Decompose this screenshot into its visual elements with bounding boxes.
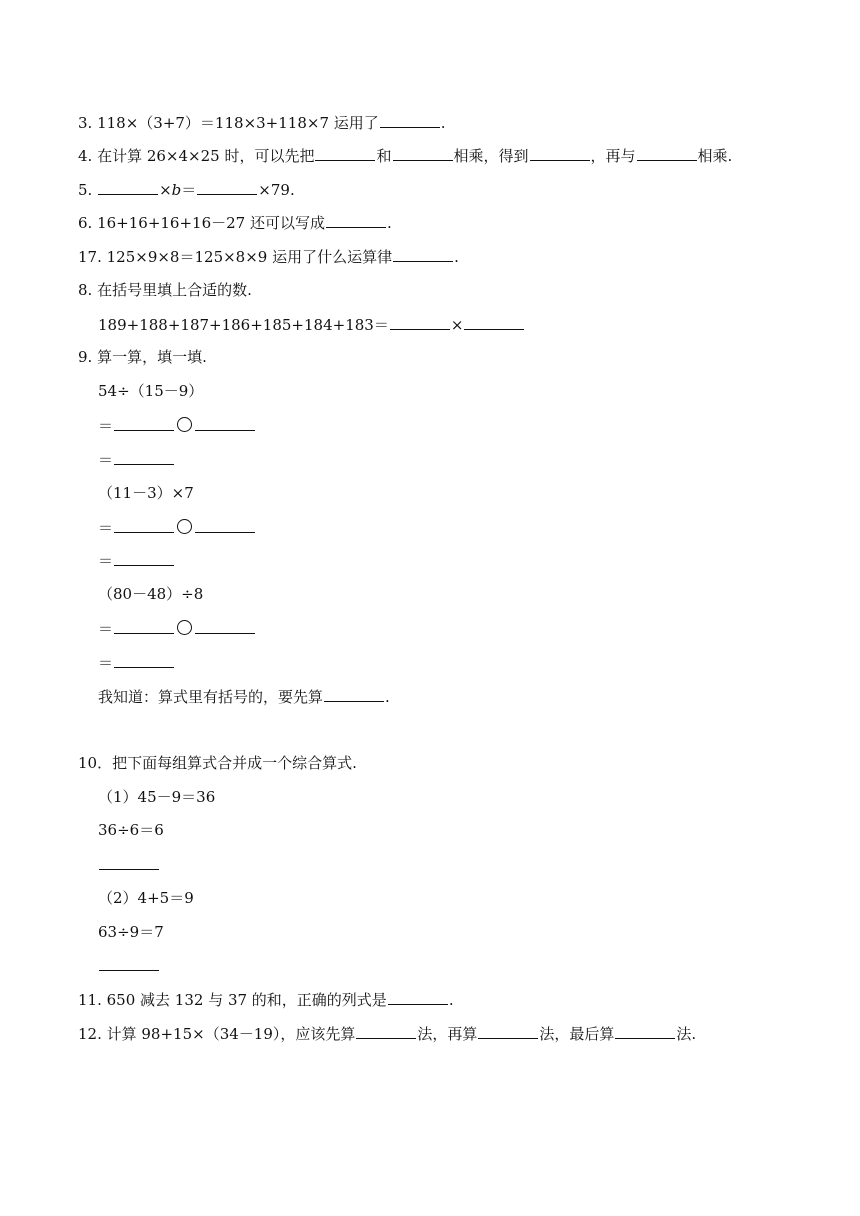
step-line — [98, 415, 256, 436]
question-12-text: 法，最后算 — [539, 1025, 615, 1043]
answer-blank[interactable] — [390, 314, 450, 330]
question-10-title: 10．把下面每组算式合并成一个综合算式. — [78, 754, 357, 772]
operator-circle-blank[interactable] — [177, 620, 192, 635]
answer-blank[interactable] — [393, 246, 453, 262]
group-2-answer — [98, 955, 160, 976]
question-6-text: 6. 16+16+16+16－27 还可以写成 — [78, 214, 325, 232]
answer-blank[interactable] — [114, 415, 174, 431]
question-8-sum: 189+188+187+186+185+184+183＝ — [98, 316, 389, 334]
answer-blank[interactable] — [195, 618, 255, 634]
question-8-title: 8. 在括号里填上合适的数. — [78, 281, 252, 299]
period: . — [385, 688, 390, 706]
equals-sign: ＝ — [98, 552, 114, 570]
answer-blank[interactable] — [197, 179, 257, 195]
question-12-text: 12. 计算 98+15×（34－19），应该先算 — [78, 1025, 356, 1043]
question-4 — [78, 145, 732, 166]
group-1-line-1: （1）45－9＝36 — [98, 788, 216, 806]
question-12 — [78, 1023, 696, 1044]
equals-sign: ＝ — [98, 417, 114, 435]
period: . — [387, 214, 392, 232]
period: . — [454, 248, 459, 266]
answer-blank[interactable] — [114, 449, 174, 465]
answer-blank[interactable] — [464, 314, 524, 330]
answer-blank[interactable] — [393, 145, 453, 161]
answer-blank[interactable] — [98, 179, 158, 195]
equals-sign: ＝ — [98, 451, 114, 469]
question-3 — [78, 112, 446, 133]
operator-circle-blank[interactable] — [177, 519, 192, 534]
result-line — [98, 652, 175, 673]
answer-blank[interactable] — [114, 618, 174, 634]
answer-blank[interactable] — [99, 955, 159, 971]
question-9-title: 9. 算一算，填一填. — [78, 348, 207, 366]
question-11-text: 11. 650 减去 132 与 37 的和，正确的列式是 — [78, 991, 387, 1009]
question-6 — [78, 212, 392, 233]
equals-sign: ＝ — [181, 181, 197, 199]
operator-circle-blank[interactable] — [177, 417, 192, 432]
group-1-answer — [98, 854, 160, 875]
answer-blank[interactable] — [388, 989, 448, 1005]
question-5-number: 5. — [78, 181, 98, 199]
answer-blank[interactable] — [195, 415, 255, 431]
question-9-note — [98, 686, 390, 707]
period: . — [440, 114, 446, 132]
equals-sign: ＝ — [98, 519, 114, 537]
question-3-text: 3. 118×（3+7）＝118×3+118×7 运用了 — [78, 114, 379, 132]
answer-blank[interactable] — [99, 854, 159, 870]
question-4-text: 4. 在计算 26×4×25 时，可以先把 — [78, 147, 315, 165]
expression-3: （80－48）÷8 — [98, 585, 204, 603]
expression-2: （11－3）×7 — [98, 484, 194, 502]
answer-blank[interactable] — [326, 212, 386, 228]
result-line — [98, 550, 175, 571]
result-line — [98, 449, 175, 470]
answer-blank[interactable] — [637, 145, 697, 161]
answer-blank[interactable] — [380, 112, 440, 128]
question-4-text: 相乘，得到 — [453, 147, 529, 165]
answer-blank[interactable] — [114, 550, 174, 566]
answer-blank[interactable] — [478, 1023, 538, 1039]
question-4-text: 和 — [376, 147, 392, 165]
answer-blank[interactable] — [195, 517, 255, 533]
note-text: 我知道：算式里有括号的，要先算 — [98, 688, 324, 706]
expression-1: 54÷（15－9） — [98, 382, 204, 400]
answer-blank[interactable] — [356, 1023, 416, 1039]
question-12-text: 法. — [676, 1025, 697, 1043]
group-1-line-2: 36÷6＝6 — [98, 821, 164, 839]
equals-sign: ＝ — [98, 620, 114, 638]
times-sign: × — [159, 181, 172, 199]
question-8-expression — [98, 314, 525, 335]
question-12-text: 法，再算 — [417, 1025, 478, 1043]
answer-blank[interactable] — [114, 517, 174, 533]
answer-blank[interactable] — [315, 145, 375, 161]
question-17 — [78, 246, 459, 267]
question-5-text: ×79. — [258, 181, 295, 199]
answer-blank[interactable] — [615, 1023, 675, 1039]
equals-sign: ＝ — [98, 654, 114, 672]
question-17-text: 17. 125×9×8＝125×8×9 运用了什么运算律 — [78, 248, 393, 266]
times-sign: × — [450, 316, 464, 334]
variable-b: b — [171, 181, 182, 199]
period: . — [448, 991, 454, 1009]
question-5 — [78, 179, 295, 200]
answer-blank[interactable] — [324, 686, 384, 702]
step-line — [98, 517, 256, 538]
question-11 — [78, 989, 454, 1010]
question-4-text: 相乘. — [697, 147, 733, 165]
group-2-line-1: （2）4+5＝9 — [98, 889, 194, 907]
group-2-line-2: 63÷9＝7 — [98, 923, 164, 941]
question-4-text: ，再与 — [590, 147, 636, 165]
answer-blank[interactable] — [530, 145, 590, 161]
answer-blank[interactable] — [114, 652, 174, 668]
step-line — [98, 618, 256, 639]
